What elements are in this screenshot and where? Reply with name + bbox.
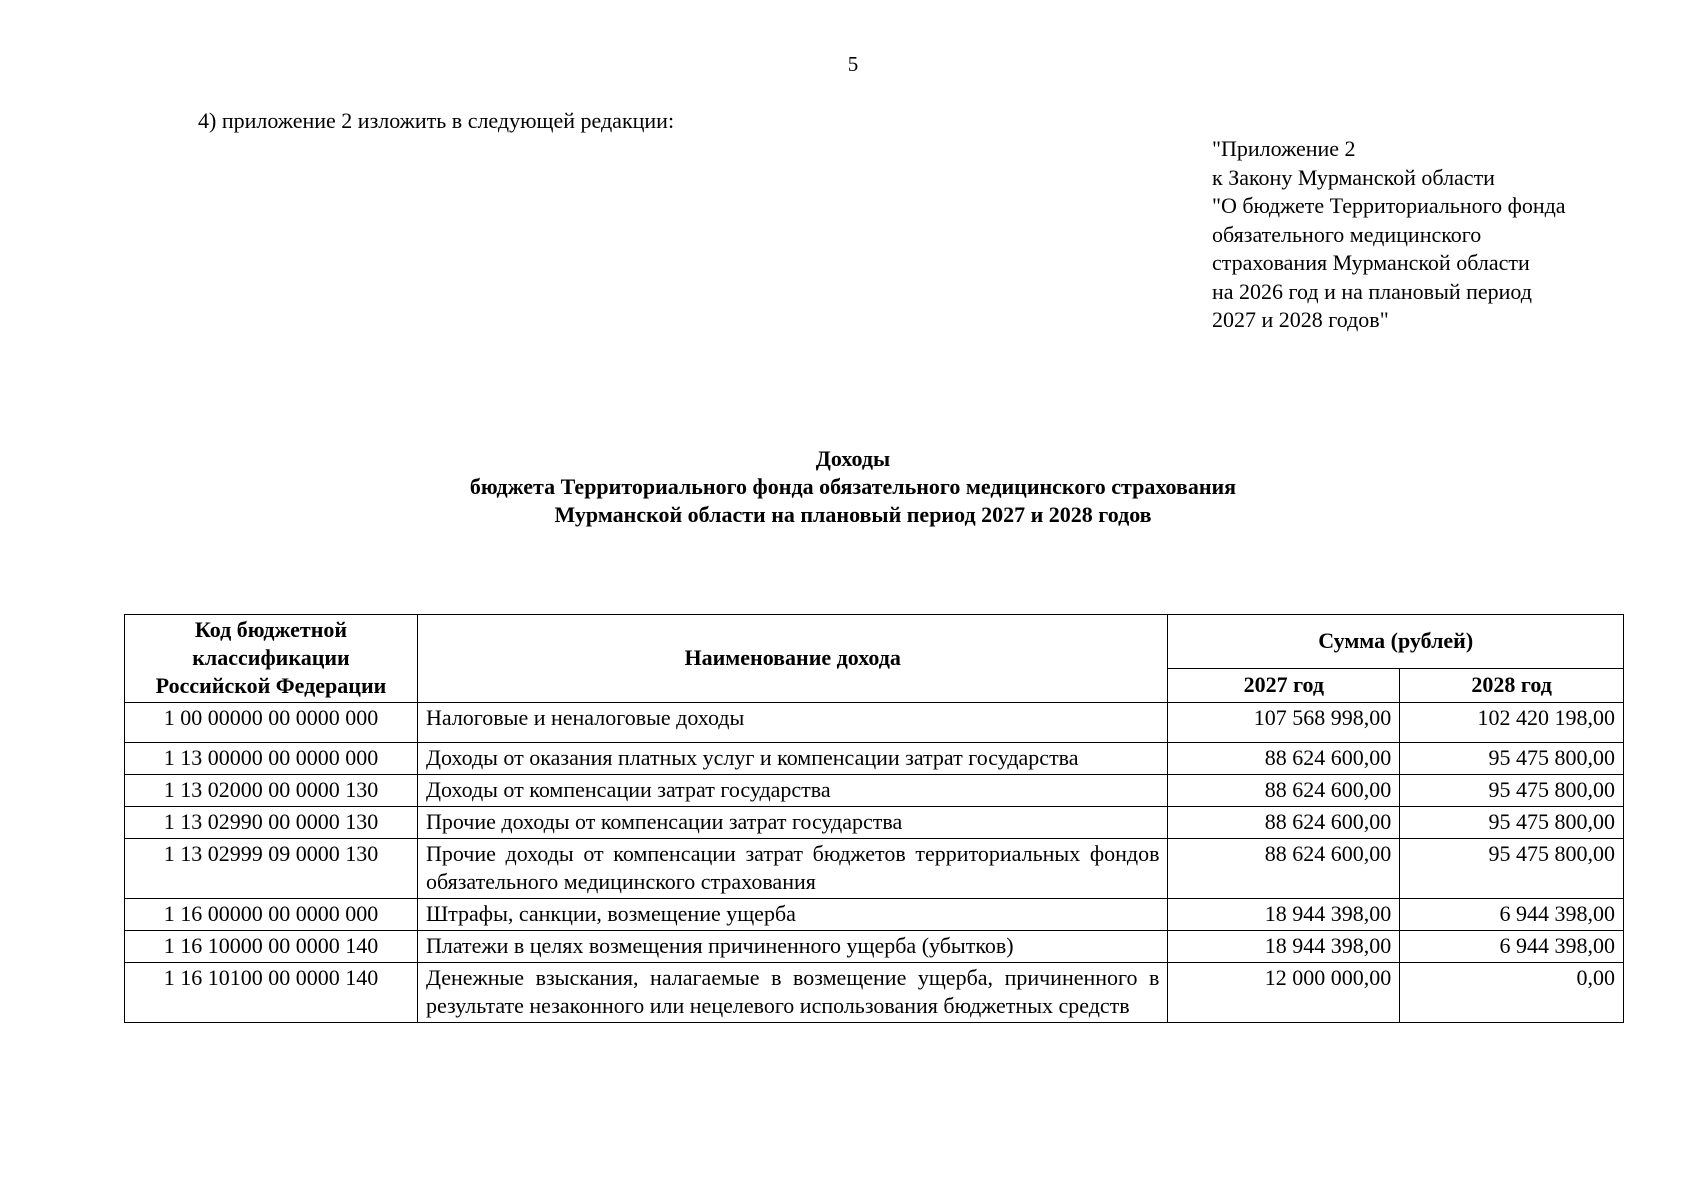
row-value-2027: 88 624 600,00 bbox=[1168, 839, 1400, 899]
row-name: Доходы от компенсации затрат государства bbox=[417, 775, 1167, 807]
appendix-reference bbox=[1212, 135, 1566, 335]
row-code: 1 13 00000 00 0000 000 bbox=[125, 743, 418, 775]
table-row bbox=[125, 931, 1624, 963]
row-value-2027: 88 624 600,00 bbox=[1168, 775, 1400, 807]
row-value-2027: 18 944 398,00 bbox=[1168, 931, 1400, 963]
table-row bbox=[125, 743, 1624, 775]
header-year-2028: 2028 год bbox=[1400, 669, 1624, 703]
row-value-2027: 12 000 000,00 bbox=[1168, 963, 1400, 1023]
appendix-line: обязательного медицинского bbox=[1212, 221, 1482, 247]
table-row bbox=[125, 963, 1624, 1023]
amendment-intro: 4) приложение 2 изложить в следующей редакции: bbox=[198, 108, 675, 133]
row-code: 1 00 00000 00 0000 000 bbox=[125, 703, 418, 743]
document-title bbox=[0, 445, 1706, 529]
title-line: бюджета Территориального фонда обязательного медицинского страхования bbox=[469, 474, 1237, 499]
table-row bbox=[125, 703, 1624, 743]
appendix-line: 2027 и 2028 годов" bbox=[1212, 307, 1389, 332]
appendix-line: страхования Мурманской области bbox=[1212, 250, 1530, 275]
page-number: 5 bbox=[847, 52, 859, 76]
row-value-2028: 6 944 398,00 bbox=[1400, 899, 1624, 931]
row-code: 1 16 10100 00 0000 140 bbox=[125, 963, 418, 1023]
row-code: 1 16 10000 00 0000 140 bbox=[125, 931, 418, 963]
row-value-2027: 18 944 398,00 bbox=[1168, 899, 1400, 931]
row-code: 1 13 02990 00 0000 130 bbox=[125, 807, 418, 839]
title-line: Доходы bbox=[815, 446, 891, 471]
appendix-line: к Закону Мурманской области bbox=[1212, 164, 1495, 190]
row-code: 1 13 02999 09 0000 130 bbox=[125, 839, 418, 899]
header-code: Код бюджетной классификации Российской Федерации bbox=[125, 615, 418, 703]
appendix-line: "О бюджете Территориального фонда bbox=[1212, 193, 1566, 218]
title-line: Мурманской области на плановый период 2027 и 2028 годов bbox=[554, 502, 1152, 527]
row-value-2028: 6 944 398,00 bbox=[1400, 931, 1624, 963]
row-code: 1 16 00000 00 0000 000 bbox=[125, 899, 418, 931]
row-name: Прочие доходы от компенсации затрат государства bbox=[417, 807, 1167, 839]
header-row bbox=[125, 615, 1624, 669]
row-value-2028: 95 475 800,00 bbox=[1400, 807, 1624, 839]
row-value-2028: 95 475 800,00 bbox=[1400, 839, 1624, 899]
row-code: 1 13 02000 00 0000 130 bbox=[125, 775, 418, 807]
row-value-2028: 0,00 bbox=[1400, 963, 1624, 1023]
table-row bbox=[125, 899, 1624, 931]
row-name: Денежные взыскания, налагаемые в возмещение ущерба, причиненного в результате незаконного или нецелевого использования бюджетных средств bbox=[417, 963, 1167, 1023]
row-name: Доходы от оказания платных услуг и компенсации затрат государства bbox=[417, 743, 1167, 775]
table-row bbox=[125, 807, 1624, 839]
row-name: Штрафы, санкции, возмещение ущерба bbox=[417, 899, 1167, 931]
row-value-2027: 107 568 998,00 bbox=[1168, 703, 1400, 743]
table-row bbox=[125, 839, 1624, 899]
row-name: Налоговые и неналоговые доходы bbox=[417, 703, 1167, 743]
row-value-2027: 88 624 600,00 bbox=[1168, 743, 1400, 775]
appendix-line: "Приложение 2 bbox=[1212, 136, 1356, 161]
header-name: Наименование дохода bbox=[417, 615, 1167, 703]
row-value-2028: 95 475 800,00 bbox=[1400, 743, 1624, 775]
table-row bbox=[125, 775, 1624, 807]
row-value-2027: 88 624 600,00 bbox=[1168, 807, 1400, 839]
header-sum: Сумма (рублей) bbox=[1168, 615, 1624, 669]
income-table bbox=[124, 614, 1624, 1023]
row-value-2028: 102 420 198,00 bbox=[1400, 703, 1624, 743]
appendix-line: на 2026 год и на плановый период bbox=[1212, 278, 1532, 304]
row-name: Платежи в целях возмещения причиненного ущерба (убытков) bbox=[417, 931, 1167, 963]
header-year-2027: 2027 год bbox=[1168, 669, 1400, 703]
row-value-2028: 95 475 800,00 bbox=[1400, 775, 1624, 807]
row-name: Прочие доходы от компенсации затрат бюджетов территориальных фондов обязательного медицинского страхования bbox=[417, 839, 1167, 899]
